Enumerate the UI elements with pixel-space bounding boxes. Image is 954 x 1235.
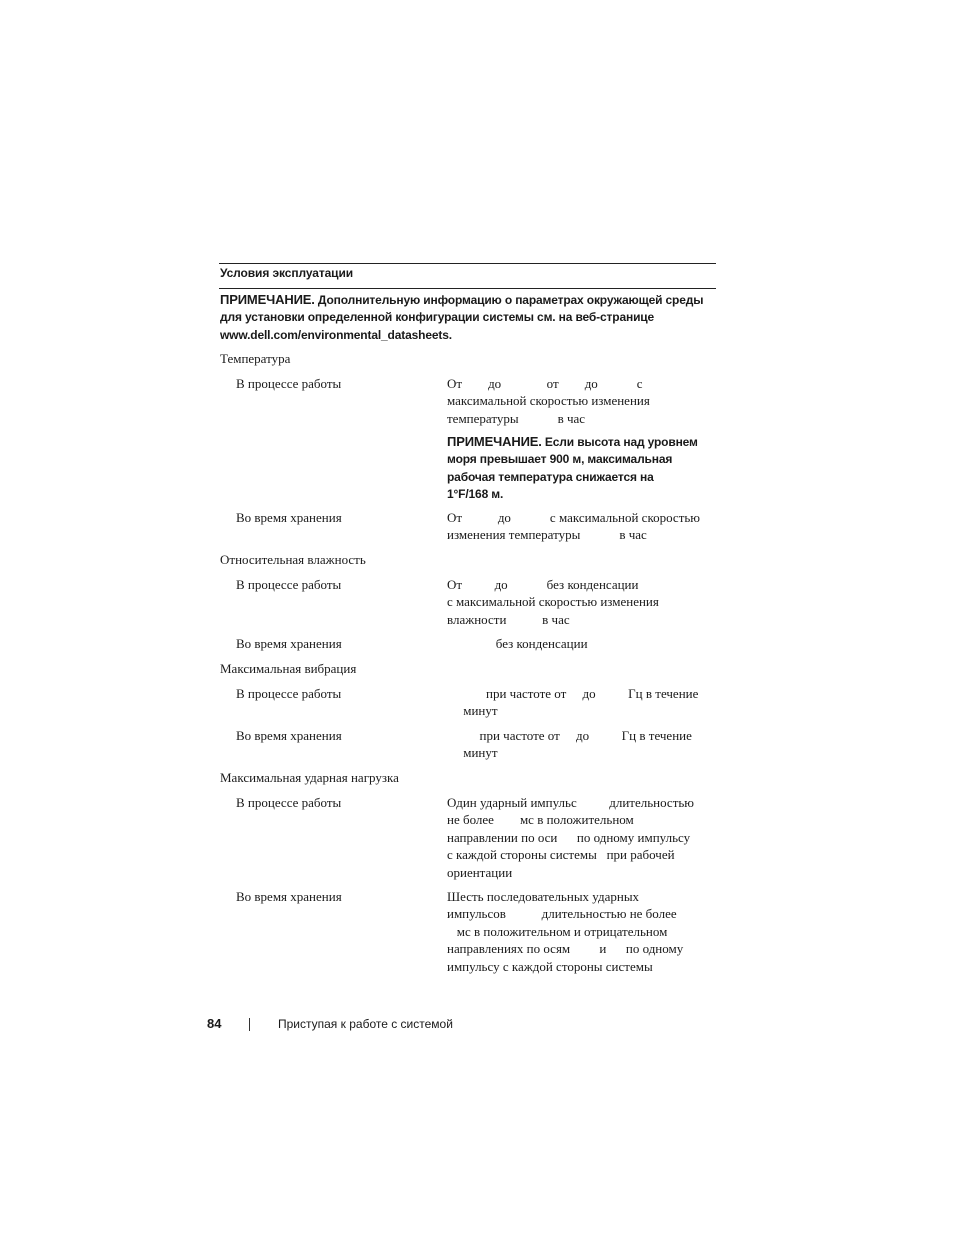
vibration-storage-label: Во время хранения xyxy=(236,728,342,743)
value-line: с максимальной скоростью изменения xyxy=(447,594,659,610)
value-line: направлениях по осям и по одному xyxy=(447,941,684,957)
value-line: минут xyxy=(447,703,498,719)
value-line: От до с максимальной скоростью xyxy=(447,510,701,525)
note-lead: ПРИМЕЧАНИЕ. xyxy=(447,434,542,449)
note-altitude xyxy=(447,433,712,504)
value-line: изменения температуры в час xyxy=(447,527,647,543)
value-line: минут xyxy=(447,745,498,761)
value-line: Один ударный импульс длительностью xyxy=(447,795,695,810)
humidity-heading: Относительная влажность xyxy=(220,552,366,567)
note-text-line4: 1°F/168 м. xyxy=(447,487,504,502)
vibration-storage-value xyxy=(447,727,717,762)
humidity-storage-label: Во время хранения xyxy=(236,636,342,651)
note-lead: ПРИМЕЧАНИЕ. xyxy=(220,292,315,307)
note-text-line1: Если высота над уровнем xyxy=(541,435,698,449)
note-text-line1: Дополнительную информацию о параметрах окружающей среды xyxy=(314,293,704,307)
value-line: мс в положительном и отрицательном xyxy=(447,923,668,939)
value-line: От до без конденсации xyxy=(447,577,639,592)
value-line: не более мс в положительном xyxy=(447,812,634,828)
value-line: при частоте от до Гц в течение xyxy=(447,728,692,743)
vibration-operating-label: В процессе работы xyxy=(236,686,342,701)
humidity-storage-value xyxy=(447,635,717,652)
note-environment xyxy=(220,291,720,344)
note-text-line3: рабочая температура снижается на xyxy=(447,469,654,484)
temperature-storage-label: Во время хранения xyxy=(236,510,342,525)
value-line: Шесть последовательных ударных xyxy=(447,889,640,904)
value-line: направлении по оси по одному импульсу xyxy=(447,829,691,845)
shock-storage-label: Во время хранения xyxy=(236,889,342,904)
shock-operating-value xyxy=(447,794,717,881)
temperature-operating-value xyxy=(447,375,717,427)
value-line: влажности в час xyxy=(447,611,570,627)
page-number: 84 xyxy=(207,1016,222,1031)
note-text-line2: моря превышает 900 м, максимальная xyxy=(447,452,673,467)
section-title: Условия эксплуатации xyxy=(220,266,354,280)
temperature-storage-value xyxy=(447,509,717,544)
value-line: ориентации xyxy=(447,864,513,880)
temperature-heading: Температура xyxy=(220,351,291,366)
table-header-rule xyxy=(219,288,716,289)
value-line: температуры в час xyxy=(447,410,586,426)
temperature-operating-label: В процессе работы xyxy=(236,376,342,391)
note-link: www.dell.com/environmental_datasheets. xyxy=(220,327,452,342)
shock-operating-label: В процессе работы xyxy=(236,795,342,810)
humidity-operating-label: В процессе работы xyxy=(236,577,342,592)
shock-storage-value xyxy=(447,888,717,975)
value-line: без конденсации xyxy=(447,636,588,651)
vibration-heading: Максимальная вибрация xyxy=(220,661,357,676)
value-line: импульсов длительностью не более xyxy=(447,906,677,922)
value-line: с каждой стороны системы при рабочей xyxy=(447,847,675,863)
humidity-operating-value xyxy=(447,576,717,628)
footer-separator xyxy=(249,1018,250,1031)
table-top-rule xyxy=(219,263,716,264)
note-text-line2: для установки определенной конфигурации системы см. на веб-странице xyxy=(220,310,655,325)
shock-heading: Максимальная ударная нагрузка xyxy=(220,770,399,785)
value-line: максимальной скоростью изменения xyxy=(447,393,650,409)
value-line: От до от до с xyxy=(447,376,643,391)
vibration-operating-value xyxy=(447,685,717,720)
chapter-title: Приступая к работе с системой xyxy=(278,1017,453,1031)
value-line: импульсу с каждой стороны системы xyxy=(447,958,653,974)
value-line: при частоте от до Гц в течение xyxy=(447,686,699,701)
